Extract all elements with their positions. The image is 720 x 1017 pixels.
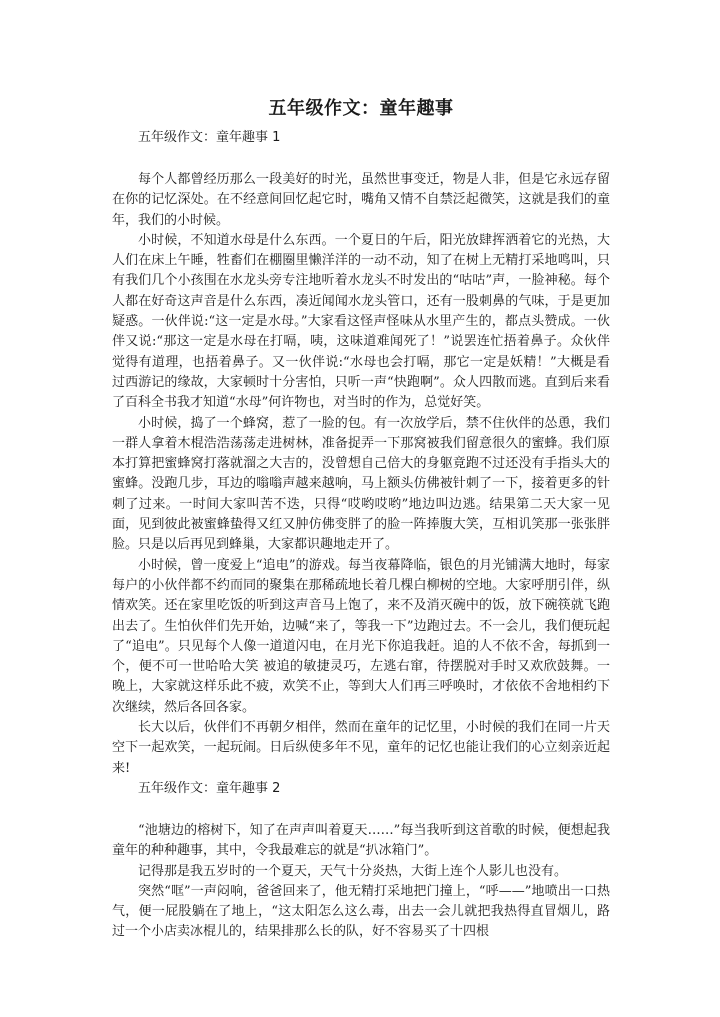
paragraph: 记得那是我五岁时的一个夏天，天气十分炎热，大街上连个人影儿也没有。 <box>138 863 568 879</box>
paragraph: 每个人都曾经历那么一段美好的时光，虽然世事变迁，物是人非，但是它永远存留在你的记忆深处。在不经意间回忆起它时，嘴角又情不自禁泛起微笑，这就是我们的童年，我们的小时候。 <box>112 172 610 228</box>
section-1-heading: 五年级作文：童年趣事 1 <box>138 130 281 145</box>
paragraph: 长大以后，伙伴们不再朝夕相伴，然而在童年的记忆里，小时候的我们在同一片天空下一起欢笑，一起玩闹。日后纵使多年不见，童年的记忆也能让我们的心立刻亲近起来! <box>112 720 610 776</box>
paragraph: 突然“哐”一声闷响，爸爸回来了，他无精打采地把门撞上，“呼——”地喷出一口热气，便一屁股躺在了地上，“这太阳怎么这么毒，出去一会儿就把我热得直冒烟儿，路过一个小店卖冰棍儿的，结果排那么长的队，好不容易买了十四根 <box>112 883 610 940</box>
paragraph: 小时候，曾一度爱上“追电”的游戏。每当夜幕降临，银色的月光铺满大地时，每家每户的小伙伴都不约而同的聚集在那稀疏地长着几棵白柳树的空地。大家呼朋引伴，纵情欢笑。还在家里吃饭的听到这声音马上饱了，来不及消灭碗中的饭，放下碗筷就飞跑出去了。生怕伙伴们先开始，边喊“来了，等我一下”边跑过去。不一会儿，我们便玩起了“追电”。只见每个人像一道道闪电，在月光下你追我赶。追的人不依不舍，每抓到一个，便不可一世哈哈大笑 被追的敏捷灵巧，左逃右窜，待摆脱对手时又欢欣鼓舞。一晚上，大家就这样乐此不疲，欢笑不止，等到大人们再三呼唤时，才依依不舍地相约下次继续，然后各回各家。 <box>112 557 610 715</box>
paragraph: “池塘边的榕树下，知了在声声叫着夏天……”每当我听到这首歌的时候，便想起我童年的种种趣事，其中，令我最难忘的就是“扒冰箱门”。 <box>112 822 610 859</box>
document-title: 五年级作文：童年趣事 <box>268 98 454 119</box>
spacer <box>112 148 610 170</box>
paragraph: 小时候，不知道水母是什么东西。一个夏日的午后，阳光放肆挥洒着它的光热，大人们在床上午睡，牲畜们在棚圈里懒洋洋的一动不动，知了在树上无精打采地鸣叫，只有我们几个小孩围在水龙头旁专注地听着水龙头不时发出的“咕咕”声，一脸神秘。每个人都在好奇这声音是什么东西，凑近闻闻水龙头管口，还有一股刺鼻的气味，于是更加疑惑。一伙伴说:“这一定是水母。”大家看这怪声怪味从水里产生的，都点头赞成。一伙伴又说:“那这一定是水母在打嗝，咦，这味道难闻死了！”说罢连忙捂着鼻子。众伙伴觉得有道理，也捂着鼻子。又一伙伴说:“水母也会打嗝，那它一定是妖精！”大概是看过西游记的缘故，大家顿时十分害怕，只听一声“快跑啊”。众人四散而逃。直到后来看了百科全书我才知道“水母”何许物也，对当时的作为，总觉好笑。 <box>112 232 610 411</box>
spacer <box>112 799 610 821</box>
paragraph: 小时候，捣了一个蜂窝，惹了一脸的包。有一次放学后，禁不住伙伴的怂恿，我们一群人拿着木棍浩浩荡荡走进树林，准备捉弄一下那窝被我们留意很久的蜜蜂。我们原本打算把蜜蜂窝打落就溜之大吉的，没曾想自己倍大的身躯竟跑不过还没有手指头大的蜜蜂。没跑几步，耳边的嗡嗡声越来越响，马上额头仿佛被针刺了一下，接着更多的针刺了过来。一时间大家叫苦不迭，只得“哎哟哎哟”地边叫边逃。结果第二天大家一见面，见到彼此被蜜蜂蛰得又红又肿仿佛变胖了的脸一阵捧腹大笑，互相讥笑那一张张胖脸。只是以后再见到蜂巢，大家都识趣地走开了。 <box>112 415 610 553</box>
section-2-heading: 五年级作文：童年趣事 2 <box>138 780 281 796</box>
document-page <box>112 96 610 943</box>
